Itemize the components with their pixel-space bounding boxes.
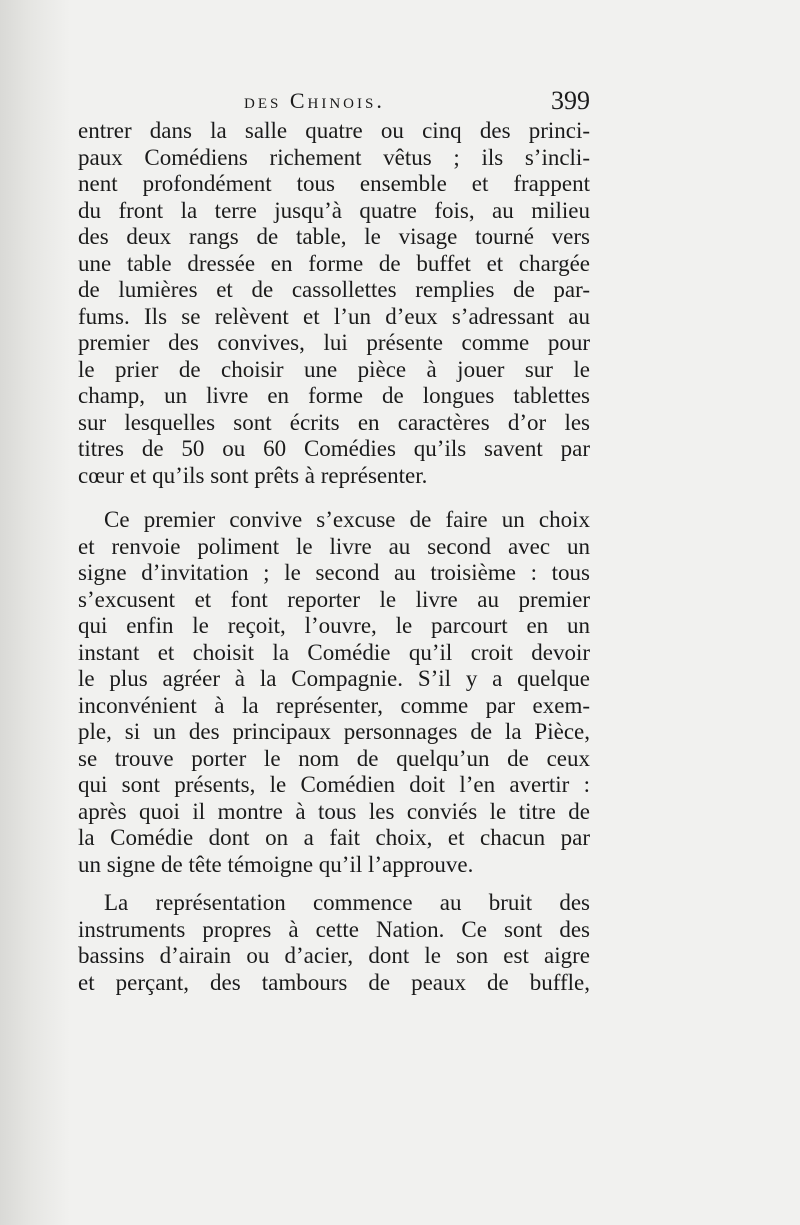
- text-line: instruments propres à cette Nation. Ce sont des: [78, 916, 590, 942]
- text-line: et renvoie poliment le livre au second avec un: [78, 533, 590, 559]
- running-head: [78, 84, 590, 118]
- page-number: 399: [551, 86, 590, 115]
- text-line: qui enfin le reçoit, l’ouvre, le parcourt en un: [78, 613, 590, 638]
- paragraph-2: [78, 507, 590, 878]
- text-line: le prier de choisir une pièce à jouer sur le: [78, 356, 590, 382]
- text-line: des deux rangs de table, le visage tourné vers: [78, 224, 590, 249]
- text-line: titres de 50 ou 60 Comédies qu’ils savent par: [78, 436, 590, 461]
- text-line: sur lesquelles sont écrits en caractères d’or les: [78, 409, 590, 435]
- text-line: premier des convives, lui présente comme pour: [78, 330, 590, 355]
- text-line: instant et choisit la Comédie qu’il croit devoir: [78, 639, 590, 665]
- text-line: paux Comédiens richement vêtus ; ils s’incli-: [78, 144, 590, 170]
- paragraph-gap: [78, 878, 590, 890]
- text-line: s’excusent et font reporter le livre au premier: [78, 586, 590, 612]
- text-line: La représentation commence au bruit des: [104, 890, 590, 915]
- text-block: [78, 118, 590, 996]
- text-line: signe d’invitation ; le second au troisième : tous: [78, 560, 590, 585]
- text-line: un signe de tête témoigne qu’il l’approuve.: [78, 851, 474, 877]
- text-line: entrer dans la salle quatre ou cinq des princi-: [78, 118, 590, 143]
- text-line: de lumières et de cassollettes remplies de par-: [78, 277, 590, 302]
- paragraph-1: [78, 118, 590, 489]
- paragraph-gap: [78, 489, 590, 507]
- text-line: nent profondément tous ensemble et frappent: [78, 171, 590, 196]
- text-line: et perçant, des tambours de peaux de buffle,: [78, 969, 590, 995]
- running-title: des Chinois.: [244, 88, 385, 113]
- text-line: inconvénient à la représenter, comme par exem-: [78, 692, 590, 718]
- text-line: une table dressée en forme de buffet et chargée: [78, 250, 590, 276]
- text-line: du front la terre jusqu’à quatre fois, au milieu: [78, 197, 590, 223]
- paragraph-3: [78, 890, 590, 996]
- text-line: qui sont présents, le Comédien doit l’en avertir :: [78, 772, 590, 797]
- text-line: la Comédie dont on a fait choix, et chacun par: [78, 825, 590, 850]
- text-line: Ce premier convive s’excuse de faire un choix: [104, 507, 590, 532]
- text-line: cœur et qu’ils sont prêts à représenter.: [78, 462, 428, 488]
- text-line: champ, un livre en forme de longues tablettes: [78, 383, 590, 408]
- text-line: après quoi il montre à tous les conviés le titre de: [78, 798, 590, 824]
- text-line: ple, si un des principaux personnages de la Pièce,: [78, 719, 590, 744]
- text-line: fums. Ils se relèvent et l’un d’eux s’adressant au: [78, 303, 590, 329]
- text-line: se trouve porter le nom de quelqu’un de ceux: [78, 745, 590, 771]
- text-line: le plus agréer à la Compagnie. S’il y a quelque: [78, 666, 590, 691]
- text-line: bassins d’airain ou d’acier, dont le son est aigre: [78, 943, 590, 968]
